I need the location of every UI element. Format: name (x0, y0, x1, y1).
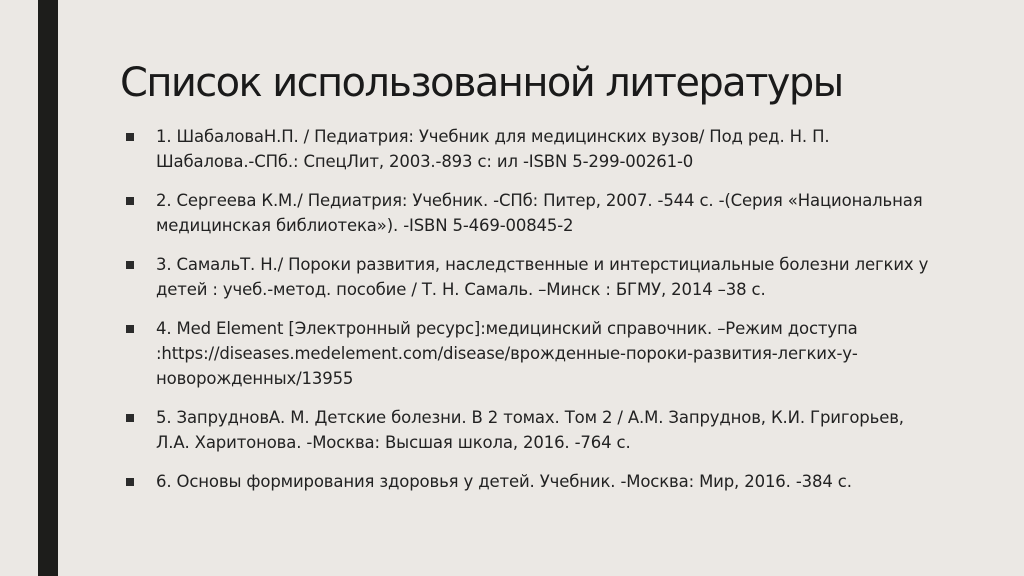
square-bullet-icon (120, 405, 156, 430)
square-bullet-icon (120, 252, 156, 277)
list-item (120, 124, 930, 174)
accent-bar (38, 0, 58, 576)
list-item (120, 252, 930, 302)
square-bullet-icon (120, 188, 156, 213)
reference-text: 3. СамальТ. Н./ Пороки развития, наследственные и интерстициальные болезни легких у детей : учеб.-метод. пособие / Т. Н. Самаль. –Минск : БГМУ, 2014 –38 с. (156, 255, 929, 299)
reference-text: 1. ШабаловаН.П. / Педиатрия: Учебник для медицинских вузов/ Под ред. Н. П. Шабалова.-СПб.: СпецЛит, 2003.-893 с: ил -ISBN 5-299-00261-0 (156, 127, 830, 171)
square-bullet-icon (120, 469, 156, 494)
reference-text: 6. Основы формирования здоровья у детей. Учебник. -Москва: Мир, 2016. -384 с. (156, 472, 852, 491)
list-item (120, 188, 930, 238)
square-bullet-icon (120, 124, 156, 149)
square-bullet-icon (120, 316, 156, 341)
reference-list (120, 124, 930, 508)
reference-text: 2. Сергеева К.М./ Педиатрия: Учебник. -СПб: Питер, 2007. -544 с. -(Серия «Национальная медицинская библиотека»). -ISBN 5-469-00845-2 (156, 191, 923, 235)
slide-title: Список использованной литературы (120, 60, 843, 106)
list-item (120, 469, 930, 494)
list-item (120, 316, 930, 391)
reference-text: 4. Med Element [Электронный ресурс]:медицинский справочник. –Режим доступа :https://diseases.medelement.com/disease/врожденные-пороки-развития-легких-у-новорожденных/13955 (156, 319, 858, 388)
list-item (120, 405, 930, 455)
reference-text: 5. ЗапрудновА. М. Детские болезни. В 2 томах. Том 2 / А.М. Запруднов, К.И. Григорьев, Л.А. Харитонова. -Москва: Высшая школа, 2016. -764 с. (156, 408, 904, 452)
